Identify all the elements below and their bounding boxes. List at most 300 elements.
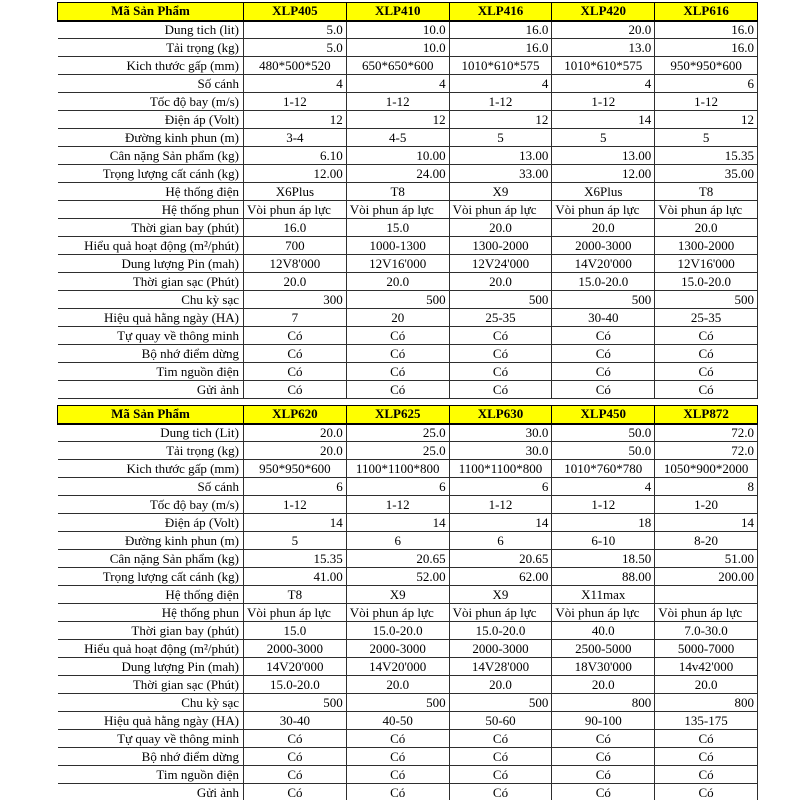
- cell-value: 6: [449, 532, 552, 550]
- cell-value: 12V24'000: [449, 255, 552, 273]
- cell-value: 500: [449, 694, 552, 712]
- cell-value: 25.0: [346, 424, 449, 442]
- table-row: [58, 586, 758, 604]
- cell-value: 50.0: [552, 442, 655, 460]
- cell-value: Có: [449, 363, 552, 381]
- cell-value: 14V28'000: [449, 658, 552, 676]
- cell-value: Có: [552, 766, 655, 784]
- row-label: Dung tich (Lit): [58, 424, 244, 442]
- cell-value: 5: [655, 129, 758, 147]
- cell-value: Có: [346, 363, 449, 381]
- table-row: [58, 39, 758, 57]
- cell-value: 5.0: [244, 39, 347, 57]
- cell-value: 52.00: [346, 568, 449, 586]
- cell-value: 20.0: [655, 219, 758, 237]
- cell-value: 2500-5000: [552, 640, 655, 658]
- cell-value: 4-5: [346, 129, 449, 147]
- cell-value: Có: [552, 345, 655, 363]
- table-row: [58, 273, 758, 291]
- table-row: [58, 291, 758, 309]
- cell-value: 6: [346, 478, 449, 496]
- cell-value: 15.0-20.0: [244, 676, 347, 694]
- cell-value: 13.00: [449, 147, 552, 165]
- cell-value: Có: [449, 381, 552, 399]
- cell-value: Vòi phun áp lực: [552, 201, 655, 219]
- cell-value: 12: [655, 111, 758, 129]
- cell-value: 20.0: [244, 424, 347, 442]
- cell-value: 12V8'000: [244, 255, 347, 273]
- cell-value: 15.35: [244, 550, 347, 568]
- cell-value: 20.0: [552, 21, 655, 39]
- cell-value: Có: [346, 730, 449, 748]
- cell-value: Vòi phun áp lực: [346, 604, 449, 622]
- row-label: Cân nặng Sản phẩm (kg): [58, 550, 244, 568]
- cell-value: 500: [346, 291, 449, 309]
- cell-value: Vòi phun áp lực: [449, 201, 552, 219]
- cell-value: 20.0: [346, 273, 449, 291]
- cell-value: 2000-3000: [449, 640, 552, 658]
- cell-value: 35.00: [655, 165, 758, 183]
- table-row: [58, 496, 758, 514]
- cell-value: 25-35: [655, 309, 758, 327]
- cell-value: 10.0: [346, 39, 449, 57]
- cell-value: 25.0: [346, 442, 449, 460]
- row-label: Dung lượng Pin (mah): [58, 658, 244, 676]
- table-row: [58, 201, 758, 219]
- cell-value: 1-12: [346, 93, 449, 111]
- product-header-xlp616: XLP616: [655, 3, 758, 21]
- cell-value: 15.35: [655, 147, 758, 165]
- table-row: [58, 93, 758, 111]
- cell-value: 14V20'000: [244, 658, 347, 676]
- cell-value: 1-12: [346, 496, 449, 514]
- row-label: Tải trọng (kg): [58, 39, 244, 57]
- cell-value: 12: [244, 111, 347, 129]
- row-label: Đường kinh phun (m): [58, 129, 244, 147]
- table-row: [58, 129, 758, 147]
- cell-value: Có: [655, 363, 758, 381]
- product-header-xlp405: XLP405: [244, 3, 347, 21]
- cell-value: 5000-7000: [655, 640, 758, 658]
- table-row: [58, 766, 758, 784]
- cell-value: 13.00: [552, 147, 655, 165]
- cell-value: 20: [346, 309, 449, 327]
- cell-value: Có: [244, 381, 347, 399]
- row-label: Tim nguồn điện: [58, 766, 244, 784]
- row-label: Thời gian bay (phút): [58, 219, 244, 237]
- cell-value: 20.65: [449, 550, 552, 568]
- cell-value: 18.50: [552, 550, 655, 568]
- table-row: [58, 676, 758, 694]
- cell-value: 90-100: [552, 712, 655, 730]
- cell-value: 6: [244, 478, 347, 496]
- cell-value: 14V20'000: [552, 255, 655, 273]
- cell-value: 15.0: [244, 622, 347, 640]
- table-row: [58, 111, 758, 129]
- cell-value: 41.00: [244, 568, 347, 586]
- row-label: Hiệu quả hằng ngày (HA): [58, 712, 244, 730]
- header-row: [58, 406, 758, 424]
- cell-value: 15.0-20.0: [655, 273, 758, 291]
- cell-value: X9: [449, 586, 552, 604]
- cell-value: Có: [655, 381, 758, 399]
- cell-value: 950*950*600: [655, 57, 758, 75]
- cell-value: 30.0: [449, 442, 552, 460]
- table-row: [58, 532, 758, 550]
- cell-value: 10.00: [346, 147, 449, 165]
- cell-value: 1-12: [449, 93, 552, 111]
- row-label: Chu kỳ sạc: [58, 291, 244, 309]
- cell-value: 135-175: [655, 712, 758, 730]
- cell-value: 4: [552, 75, 655, 93]
- cell-value: 8: [655, 478, 758, 496]
- cell-value: 500: [244, 694, 347, 712]
- cell-value: 88.00: [552, 568, 655, 586]
- table-row: [58, 309, 758, 327]
- table-row: [58, 183, 758, 201]
- cell-value: 5: [449, 129, 552, 147]
- cell-value: Có: [552, 784, 655, 800]
- cell-value: 5.0: [244, 21, 347, 39]
- cell-value: Có: [346, 784, 449, 800]
- table-row: [58, 237, 758, 255]
- cell-value: 16.0: [449, 39, 552, 57]
- cell-value: Có: [244, 766, 347, 784]
- cell-value: Có: [655, 345, 758, 363]
- spec-table-2-header: [58, 406, 758, 424]
- cell-value: 12: [346, 111, 449, 129]
- cell-value: Có: [449, 748, 552, 766]
- row-label: Tải trọng (kg): [58, 442, 244, 460]
- cell-value: 200.00: [655, 568, 758, 586]
- cell-value: 1100*1100*800: [449, 460, 552, 478]
- row-label: Dung tich (lit): [58, 21, 244, 39]
- table-row: [58, 640, 758, 658]
- cell-value: Có: [346, 327, 449, 345]
- cell-value: 14V20'000: [346, 658, 449, 676]
- cell-value: X9: [449, 183, 552, 201]
- table-header-label: Mã Sản Phẩm: [58, 406, 244, 424]
- row-label: Tốc độ bay (m/s): [58, 93, 244, 111]
- cell-value: 1050*900*2000: [655, 460, 758, 478]
- cell-value: 15.0-20.0: [449, 622, 552, 640]
- cell-value: 20.0: [449, 219, 552, 237]
- cell-value: 1-12: [552, 93, 655, 111]
- header-row: [58, 3, 758, 21]
- cell-value: 1010*760*780: [552, 460, 655, 478]
- cell-value: 12V16'000: [346, 255, 449, 273]
- cell-value: 1-12: [552, 496, 655, 514]
- cell-value: 1300-2000: [655, 237, 758, 255]
- row-label: Kich thước gấp (mm): [58, 460, 244, 478]
- cell-value: Có: [655, 327, 758, 345]
- cell-value: 6: [655, 75, 758, 93]
- cell-value: 51.00: [655, 550, 758, 568]
- cell-value: 16.0: [655, 21, 758, 39]
- cell-value: T8: [244, 586, 347, 604]
- cell-value: 3-4: [244, 129, 347, 147]
- cell-value: 7.0-30.0: [655, 622, 758, 640]
- table-row: [58, 57, 758, 75]
- row-label: Hệ thống điện: [58, 586, 244, 604]
- cell-value: 4: [552, 478, 655, 496]
- row-label: Hiểu quả hoạt động (m²/phút): [58, 237, 244, 255]
- cell-value: 20.0: [449, 273, 552, 291]
- cell-value: 5: [244, 532, 347, 550]
- spec-table-1-body: [58, 21, 758, 399]
- table-row: [58, 604, 758, 622]
- cell-value: 1010*610*575: [552, 57, 655, 75]
- cell-value: 6: [346, 532, 449, 550]
- cell-value: Có: [552, 381, 655, 399]
- row-label: Kich thước gấp (mm): [58, 57, 244, 75]
- product-header-xlp625: XLP625: [346, 406, 449, 424]
- row-label: Hiểu quả hoạt động (m²/phút): [58, 640, 244, 658]
- cell-value: 1000-1300: [346, 237, 449, 255]
- cell-value: 12V16'000: [655, 255, 758, 273]
- product-header-xlp620: XLP620: [244, 406, 347, 424]
- cell-value: Có: [244, 730, 347, 748]
- table-row: [58, 730, 758, 748]
- cell-value: 16.0: [244, 219, 347, 237]
- cell-value: Vòi phun áp lực: [244, 201, 347, 219]
- cell-value: X9: [346, 586, 449, 604]
- cell-value: 10.0: [346, 21, 449, 39]
- row-label: Tim nguồn điện: [58, 363, 244, 381]
- row-label: Tự quay về thông minh: [58, 730, 244, 748]
- table-header-label: Mã Sản Phẩm: [58, 3, 244, 21]
- cell-value: 5: [552, 129, 655, 147]
- table-row: [58, 694, 758, 712]
- cell-value: 15.0-20.0: [552, 273, 655, 291]
- cell-value: Có: [552, 748, 655, 766]
- table-row: [58, 550, 758, 568]
- cell-value: 7: [244, 309, 347, 327]
- cell-value: X6Plus: [244, 183, 347, 201]
- product-header-xlp410: XLP410: [346, 3, 449, 21]
- row-label: Thời gian bay (phút): [58, 622, 244, 640]
- cell-value: 18: [552, 514, 655, 532]
- row-label: Bộ nhớ điểm dừng: [58, 748, 244, 766]
- table-row: [58, 345, 758, 363]
- cell-value: 40-50: [346, 712, 449, 730]
- table-row: [58, 219, 758, 237]
- cell-value: 20.0: [244, 442, 347, 460]
- cell-value: Có: [449, 784, 552, 800]
- table-row: [58, 424, 758, 442]
- cell-value: 14: [552, 111, 655, 129]
- table-row: [58, 255, 758, 273]
- cell-value: [655, 586, 758, 604]
- row-label: Thời gian sạc (Phút): [58, 273, 244, 291]
- cell-value: 20.0: [449, 676, 552, 694]
- cell-value: 50.0: [552, 424, 655, 442]
- cell-value: 14: [346, 514, 449, 532]
- cell-value: 800: [552, 694, 655, 712]
- cell-value: 4: [244, 75, 347, 93]
- cell-value: 16.0: [655, 39, 758, 57]
- cell-value: 1-12: [655, 93, 758, 111]
- row-label: Chu kỳ sạc: [58, 694, 244, 712]
- row-label: Hệ thống phun: [58, 201, 244, 219]
- cell-value: Có: [449, 766, 552, 784]
- table-row: [58, 363, 758, 381]
- table-row: [58, 478, 758, 496]
- cell-value: 25-35: [449, 309, 552, 327]
- table-row: [58, 75, 758, 93]
- table-row: [58, 568, 758, 586]
- cell-value: Có: [449, 327, 552, 345]
- table-row: [58, 327, 758, 345]
- table-row: [58, 622, 758, 640]
- cell-value: Vòi phun áp lực: [346, 201, 449, 219]
- cell-value: 14: [449, 514, 552, 532]
- cell-value: Có: [346, 345, 449, 363]
- cell-value: 6: [449, 478, 552, 496]
- table-row: [58, 514, 758, 532]
- cell-value: 12.00: [552, 165, 655, 183]
- cell-value: Có: [552, 730, 655, 748]
- cell-value: 24.00: [346, 165, 449, 183]
- cell-value: Vòi phun áp lực: [552, 604, 655, 622]
- cell-value: 20.65: [346, 550, 449, 568]
- cell-value: X6Plus: [552, 183, 655, 201]
- cell-value: 1-12: [244, 93, 347, 111]
- cell-value: 2000-3000: [244, 640, 347, 658]
- row-label: Bộ nhớ điểm dừng: [58, 345, 244, 363]
- cell-value: Có: [346, 381, 449, 399]
- cell-value: 30-40: [244, 712, 347, 730]
- cell-value: 800: [655, 694, 758, 712]
- cell-value: X11max: [552, 586, 655, 604]
- spec-table-2: [57, 405, 758, 800]
- table-row: [58, 442, 758, 460]
- cell-value: 12.00: [244, 165, 347, 183]
- table-row: [58, 381, 758, 399]
- row-label: Tốc độ bay (m/s): [58, 496, 244, 514]
- table-row: [58, 147, 758, 165]
- cell-value: 16.0: [449, 21, 552, 39]
- product-header-xlp872: XLP872: [655, 406, 758, 424]
- cell-value: 6.10: [244, 147, 347, 165]
- cell-value: Vòi phun áp lực: [655, 604, 758, 622]
- cell-value: 1300-2000: [449, 237, 552, 255]
- row-label: Gửi ảnh: [58, 381, 244, 399]
- row-label: Gửi ảnh: [58, 784, 244, 800]
- cell-value: 20.0: [552, 219, 655, 237]
- cell-value: 1-12: [449, 496, 552, 514]
- spec-table-2-body: [58, 424, 758, 800]
- cell-value: 72.0: [655, 442, 758, 460]
- cell-value: Có: [244, 327, 347, 345]
- cell-value: Có: [655, 766, 758, 784]
- cell-value: 500: [552, 291, 655, 309]
- row-label: Số cánh: [58, 478, 244, 496]
- cell-value: 2000-3000: [552, 237, 655, 255]
- cell-value: Vòi phun áp lực: [244, 604, 347, 622]
- row-label: Hệ thống phun: [58, 604, 244, 622]
- cell-value: 4: [346, 75, 449, 93]
- row-label: Trọng lượng cất cánh (kg): [58, 568, 244, 586]
- row-label: Tự quay về thông minh: [58, 327, 244, 345]
- cell-value: 20.0: [346, 676, 449, 694]
- cell-value: T8: [346, 183, 449, 201]
- cell-value: 700: [244, 237, 347, 255]
- cell-value: 62.00: [449, 568, 552, 586]
- cell-value: Có: [552, 327, 655, 345]
- cell-value: Có: [449, 345, 552, 363]
- cell-value: 1-20: [655, 496, 758, 514]
- cell-value: 30-40: [552, 309, 655, 327]
- cell-value: 4: [449, 75, 552, 93]
- row-label: Dung lượng Pin (mah): [58, 255, 244, 273]
- cell-value: Có: [655, 730, 758, 748]
- cell-value: 20.0: [655, 676, 758, 694]
- cell-value: 6-10: [552, 532, 655, 550]
- cell-value: 30.0: [449, 424, 552, 442]
- cell-value: 14: [655, 514, 758, 532]
- cell-value: 13.0: [552, 39, 655, 57]
- product-header-xlp420: XLP420: [552, 3, 655, 21]
- table-row: [58, 658, 758, 676]
- cell-value: 20.0: [244, 273, 347, 291]
- cell-value: Có: [449, 730, 552, 748]
- row-label: Hệ thống điện: [58, 183, 244, 201]
- row-label: Điện áp (Volt): [58, 514, 244, 532]
- row-label: Số cánh: [58, 75, 244, 93]
- cell-value: 480*500*520: [244, 57, 347, 75]
- cell-value: 50-60: [449, 712, 552, 730]
- spec-table-1-header: [58, 3, 758, 21]
- spec-table-1: [57, 2, 758, 399]
- table-row: [58, 21, 758, 39]
- cell-value: T8: [655, 183, 758, 201]
- cell-value: Vòi phun áp lực: [449, 604, 552, 622]
- cell-value: 72.0: [655, 424, 758, 442]
- table-row: [58, 712, 758, 730]
- cell-value: 40.0: [552, 622, 655, 640]
- product-header-xlp630: XLP630: [449, 406, 552, 424]
- row-label: Điện áp (Volt): [58, 111, 244, 129]
- table-row: [58, 165, 758, 183]
- table-row: [58, 460, 758, 478]
- cell-value: 12: [449, 111, 552, 129]
- cell-value: 950*950*600: [244, 460, 347, 478]
- cell-value: Có: [655, 784, 758, 800]
- cell-value: Có: [244, 784, 347, 800]
- table-row: [58, 748, 758, 766]
- cell-value: 33.00: [449, 165, 552, 183]
- row-label: Trọng lượng cất cánh (kg): [58, 165, 244, 183]
- cell-value: 15.0: [346, 219, 449, 237]
- cell-value: Có: [244, 345, 347, 363]
- cell-value: Có: [552, 363, 655, 381]
- cell-value: 650*650*600: [346, 57, 449, 75]
- cell-value: 1100*1100*800: [346, 460, 449, 478]
- cell-value: 14v42'000: [655, 658, 758, 676]
- cell-value: 300: [244, 291, 347, 309]
- row-label: Hiệu quả hằng ngày (HA): [58, 309, 244, 327]
- cell-value: 18V30'000: [552, 658, 655, 676]
- cell-value: Có: [346, 748, 449, 766]
- row-label: Cân nặng Sản phẩm (kg): [58, 147, 244, 165]
- cell-value: Có: [244, 363, 347, 381]
- cell-value: 15.0-20.0: [346, 622, 449, 640]
- cell-value: Vòi phun áp lực: [655, 201, 758, 219]
- cell-value: 500: [346, 694, 449, 712]
- cell-value: 20.0: [552, 676, 655, 694]
- row-label: Đường kinh phun (m): [58, 532, 244, 550]
